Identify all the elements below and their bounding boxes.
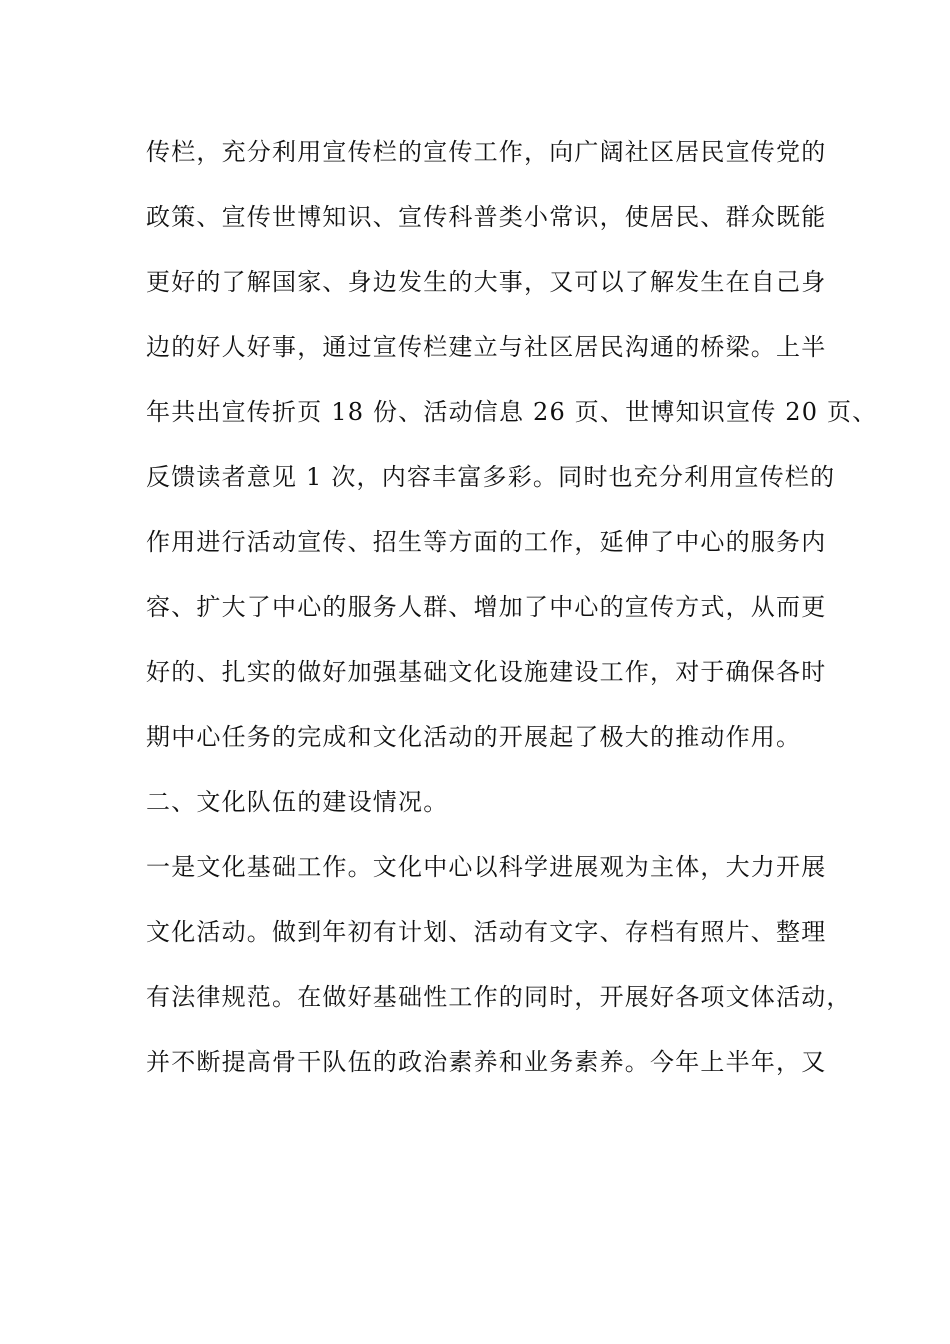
text-line-12: 一是文化基础工作。文化中心以科学进展观为主体，大力开展 (146, 853, 827, 881)
text-line-2: 政策、宣传世博知识、宣传科普类小常识，使居民、群众既能 (146, 203, 827, 231)
text-line-4: 边的好人好事，通过宣传栏建立与社区居民沟通的桥梁。上半 (146, 333, 827, 361)
text-line-9: 好的、扎实的做好加强基础文化设施建设工作，对于确保各时 (146, 658, 827, 686)
body-text (146, 130, 878, 1105)
text-line-14: 有法律规范。在做好基础性工作的同时，开展好各项文体活动， (146, 983, 852, 1011)
section-heading: 二、文化队伍的建设情况。 (146, 788, 449, 816)
text-line-3: 更好的了解国家、身边发生的大事，又可以了解发生在自己身 (146, 268, 827, 296)
text-line-1: 传栏，充分利用宣传栏的宣传工作，向广阔社区居民宣传党的 (146, 138, 827, 166)
text-line-7: 作用进行活动宣传、招生等方面的工作，延伸了中心的服务内 (146, 528, 827, 556)
text-line-8: 容、扩大了中心的服务人群、增加了中心的宣传方式，从而更 (146, 593, 827, 621)
text-line-10: 期中心任务的完成和文化活动的开展起了极大的推动作用。 (146, 723, 802, 751)
text-line-13: 文化活动。做到年初有计划、活动有文字、存档有照片、整理 (146, 918, 827, 946)
text-line-6: 反馈读者意见 1 次，内容丰富多彩。同时也充分利用宣传栏的 (146, 463, 836, 491)
text-line-15: 并不断提高骨干队伍的政治素养和业务素养。今年上半年，又 (146, 1048, 827, 1076)
text-line-5: 年共出宣传折页 18 份、活动信息 26 页、世博知识宣传 20 页、 (146, 398, 878, 426)
